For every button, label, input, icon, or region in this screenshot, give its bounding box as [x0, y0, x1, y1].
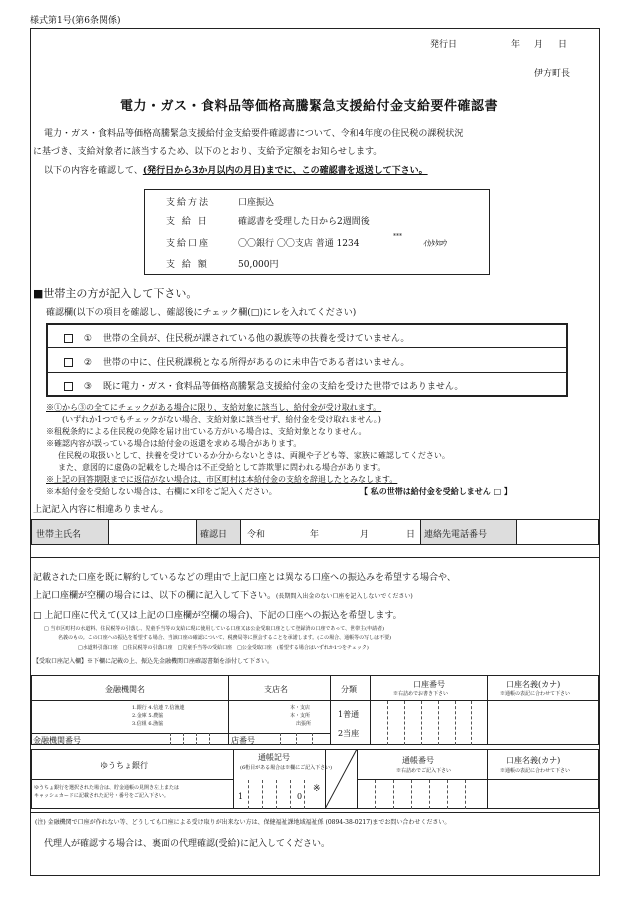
entry-heading: 【受取口座記入欄】※下欄に記載の上、振込先金融機関口座確認書類を添付して下さい。	[33, 658, 274, 665]
account-type-header: 分類	[341, 685, 357, 694]
diagonal-slash	[325, 749, 357, 809]
confirm-date-month: 月	[360, 530, 370, 540]
yucho-code-digit-1: 1	[238, 792, 244, 801]
bank-type-1: 1.銀行 4.信連 7.信漁連	[132, 705, 185, 711]
note-7: ※上記の回答期限までに返信がない場合は、市区町村は本給付金の支給を辞退したとみなします。	[46, 475, 398, 484]
yucho-number-field[interactable]	[358, 780, 486, 808]
check-2-checkbox[interactable]	[64, 358, 73, 367]
note-4: ※確認内容が誤っている場合は給付金の返還を求める場合があります。	[46, 439, 302, 448]
account-holder-field[interactable]	[489, 702, 598, 744]
yucho-note-2: キャッシュカードに記載された記号・番号をご記入下さい。	[34, 793, 169, 799]
intro-line-2: に基づき、支給対象者に該当するため、以下のとおり、支給予定額をお知らせします。	[33, 147, 383, 157]
payment-method-label: 支給方法	[166, 198, 211, 208]
payment-method-value: 口座振込	[238, 198, 275, 208]
payment-account-value: 〇〇銀行 〇〇支店 普通 1234	[238, 239, 360, 249]
decline-box[interactable]: 【 私の世帯は給付金を受給しません □ 】	[360, 486, 512, 496]
householder-name-field[interactable]	[110, 521, 194, 543]
yucho-number-hint: ※右詰めでご記入下さい	[396, 768, 452, 774]
issuer: 伊方町長	[534, 69, 571, 79]
yucho-code-digit-0: 0	[297, 792, 303, 801]
note-6: また、意図的に虚偽の記載をした場合は不正受給として詐欺罪に問われる場合があります。	[58, 463, 386, 472]
issue-date-label: 発行日	[430, 40, 458, 50]
householder-name-label: 世帯主氏名	[36, 530, 82, 540]
issue-date-month: 月	[534, 40, 544, 50]
change-line-1: 記載された口座を既に解約しているなどの理由で上記口座とは異なる口座への振込みを希望する場合や、	[33, 573, 456, 583]
account-type-current[interactable]: 2当座	[338, 729, 360, 738]
note-3: ※租税条約による住民税の免除を届け出ている方がいる場合は、支給対象となりません。	[46, 427, 367, 436]
yucho-number-label: 通帳番号	[402, 756, 434, 765]
section-heading: ■世帯主の方が記入して下さい。	[33, 287, 198, 300]
branch-type-3: 出張所	[296, 721, 312, 727]
yucho-code-hint: (6桁目がある場合は※欄にご記入下さい)	[240, 765, 333, 771]
branch-name-header: 支店名	[264, 685, 288, 694]
branch-type-1: 本・支店	[290, 705, 311, 711]
yucho-holder-hint: ※通帳の表記に合わせて下さい	[500, 768, 571, 774]
payment-amount-label: 支 給 額	[166, 260, 209, 270]
change-line-2: 上記口座欄が空欄の場合には、以下の欄に記入して下さい。(長期間入出金のない口座を記入しないでください)	[33, 591, 413, 601]
check-row-3: ③ 既に電力・ガス・食料品等価格高騰緊急支援給付金の支給を受けた世帯ではありません。	[64, 379, 463, 392]
confirm-date-label: 確認日	[200, 530, 228, 540]
yucho-holder-label: 口座名義(カナ)	[506, 756, 561, 765]
note-2: (いずれか1つでもチェックがない場合、支給対象に該当せず、給付金を受け取れません。)	[62, 415, 381, 424]
note-5: 住民税の取扱いとして、扶養を受けているか分からないときは、両親や子ども等、家族に確認してください。	[58, 451, 450, 460]
confirm-instruction: 確認欄(以下の項目を確認し、確認後にチェック欄(□)にレを入れてください)	[46, 308, 357, 318]
payment-account-mask: ***	[393, 233, 402, 240]
account-number-field[interactable]	[372, 702, 486, 744]
confirm-date-era: 令和	[247, 530, 266, 540]
confirm-date-year: 年	[310, 530, 320, 540]
issue-date-year: 年	[511, 40, 521, 50]
note-1: ※①から③の全てにチェックがある場合に限り、支給対象に該当し、給付金が受け取れます。	[46, 403, 382, 412]
deadline-line: 以下の内容を確認して、(発行日から3か月以内の月日)までに、この確認書を返送して下さい。	[44, 166, 428, 176]
yucho-code-mark: ※	[313, 784, 321, 794]
confirm-date-day: 日	[406, 530, 416, 540]
bank-name-header: 金融機関名	[105, 685, 145, 694]
check-row-1: ① 世帯の全員が、住民税が課されている他の親族等の扶養を受けていません。	[64, 331, 409, 344]
payment-amount-value: 50,000円	[238, 260, 279, 270]
account-number-hint: ※右詰めでお書き下さい	[393, 691, 449, 697]
check-row-2: ② 世帯の中に、住民税課税となる所得があるのに未申告である者はいません。	[64, 355, 409, 368]
payment-date-label: 支 給 日	[166, 217, 209, 227]
payment-account-kana: ｲｶﾀﾀﾛｳ	[423, 239, 447, 248]
account-number-header: 口座番号	[413, 680, 445, 689]
bank-type-2: 2.金庫 5.農協	[132, 713, 164, 719]
payment-account-label: 支給口座	[166, 239, 211, 249]
account-holder-hint: ※通帳の表記に合わせて下さい	[500, 691, 571, 697]
intro-line-1: 電力・ガス・食料品等価格高騰緊急支援給付金支給要件確認書について、令和4年度の住民税の課税状況	[44, 129, 464, 139]
phone-field[interactable]	[518, 521, 598, 543]
deadline-emphasis: (発行日から3か月以内の月日)までに、この確認書を返送して下さい。	[142, 166, 428, 176]
bank-type-3: 3.信組 6.漁協	[132, 721, 164, 727]
branch-code-label: 店番号	[231, 736, 255, 745]
branch-type-2: 本・支所	[290, 713, 311, 719]
form-number: 様式第1号(第6条関係)	[30, 16, 121, 26]
bank-code-label: 金融機関番号	[33, 736, 81, 745]
public-account-options[interactable]: □水道料引落口座 □住民税等の引落口座 □児童手当等の受給口座 □公金受取口座 (希望する場合はいずれか1つをチェック)	[78, 645, 369, 651]
payment-date-value: 確認書を受理した日から2週間後	[238, 217, 370, 227]
public-account-note-2: 名義のもの。この口座への振込を希望する場合、当該口座の確認について、税務局等に照会することを承諾します。(この場合、通帳等の写しは不要)	[58, 635, 392, 641]
check-1-checkbox[interactable]	[64, 334, 73, 343]
phone-label: 連絡先電話番号	[424, 530, 488, 540]
public-account-note-1: □ 当市区町村の水道料、住民税等の引落し、児童手当等の支給に現に使用している口座又は公金受取口座として登録済の口座であって、世帯主(申請者)	[44, 626, 385, 632]
affirmation: 上記記入内容に相違ありません。	[33, 505, 169, 515]
change-account-option[interactable]: □ 上記口座に代えて(又は上記の口座欄が空欄の場合)、下記の口座への振込を希望します。	[33, 611, 402, 621]
footnote: (注) 金融機関で口座が作れない等、どうしても口座による受け取りが出来ない方は、保健福祉課地域福祉係 (0894-38-0217)までお問い合わせください。	[35, 819, 451, 826]
yucho-note-1: ゆうちょ銀行を選択された場合は、貯金通帳の見開き左上または	[34, 785, 180, 791]
issue-date-day: 日	[558, 40, 568, 50]
yucho-holder-field[interactable]	[489, 780, 598, 808]
agent-instruction: 代理人が確認する場合は、裏面の代理確認(受給)に記入してください。	[44, 839, 331, 849]
yucho-bank-label: ゆうちょ銀行	[100, 761, 148, 770]
document-title: 電力・ガス・食料品等価格高騰緊急支援給付金支給要件確認書	[120, 99, 499, 114]
check-3-checkbox[interactable]	[64, 382, 73, 391]
note-8: ※本給付金を受給しない場合は、右欄に×印をご記入ください。	[46, 487, 277, 496]
account-type-ordinary[interactable]: 1普通	[338, 710, 360, 719]
account-holder-header: 口座名義(カナ)	[506, 680, 561, 689]
yucho-code-label: 通帳記号	[258, 753, 290, 762]
